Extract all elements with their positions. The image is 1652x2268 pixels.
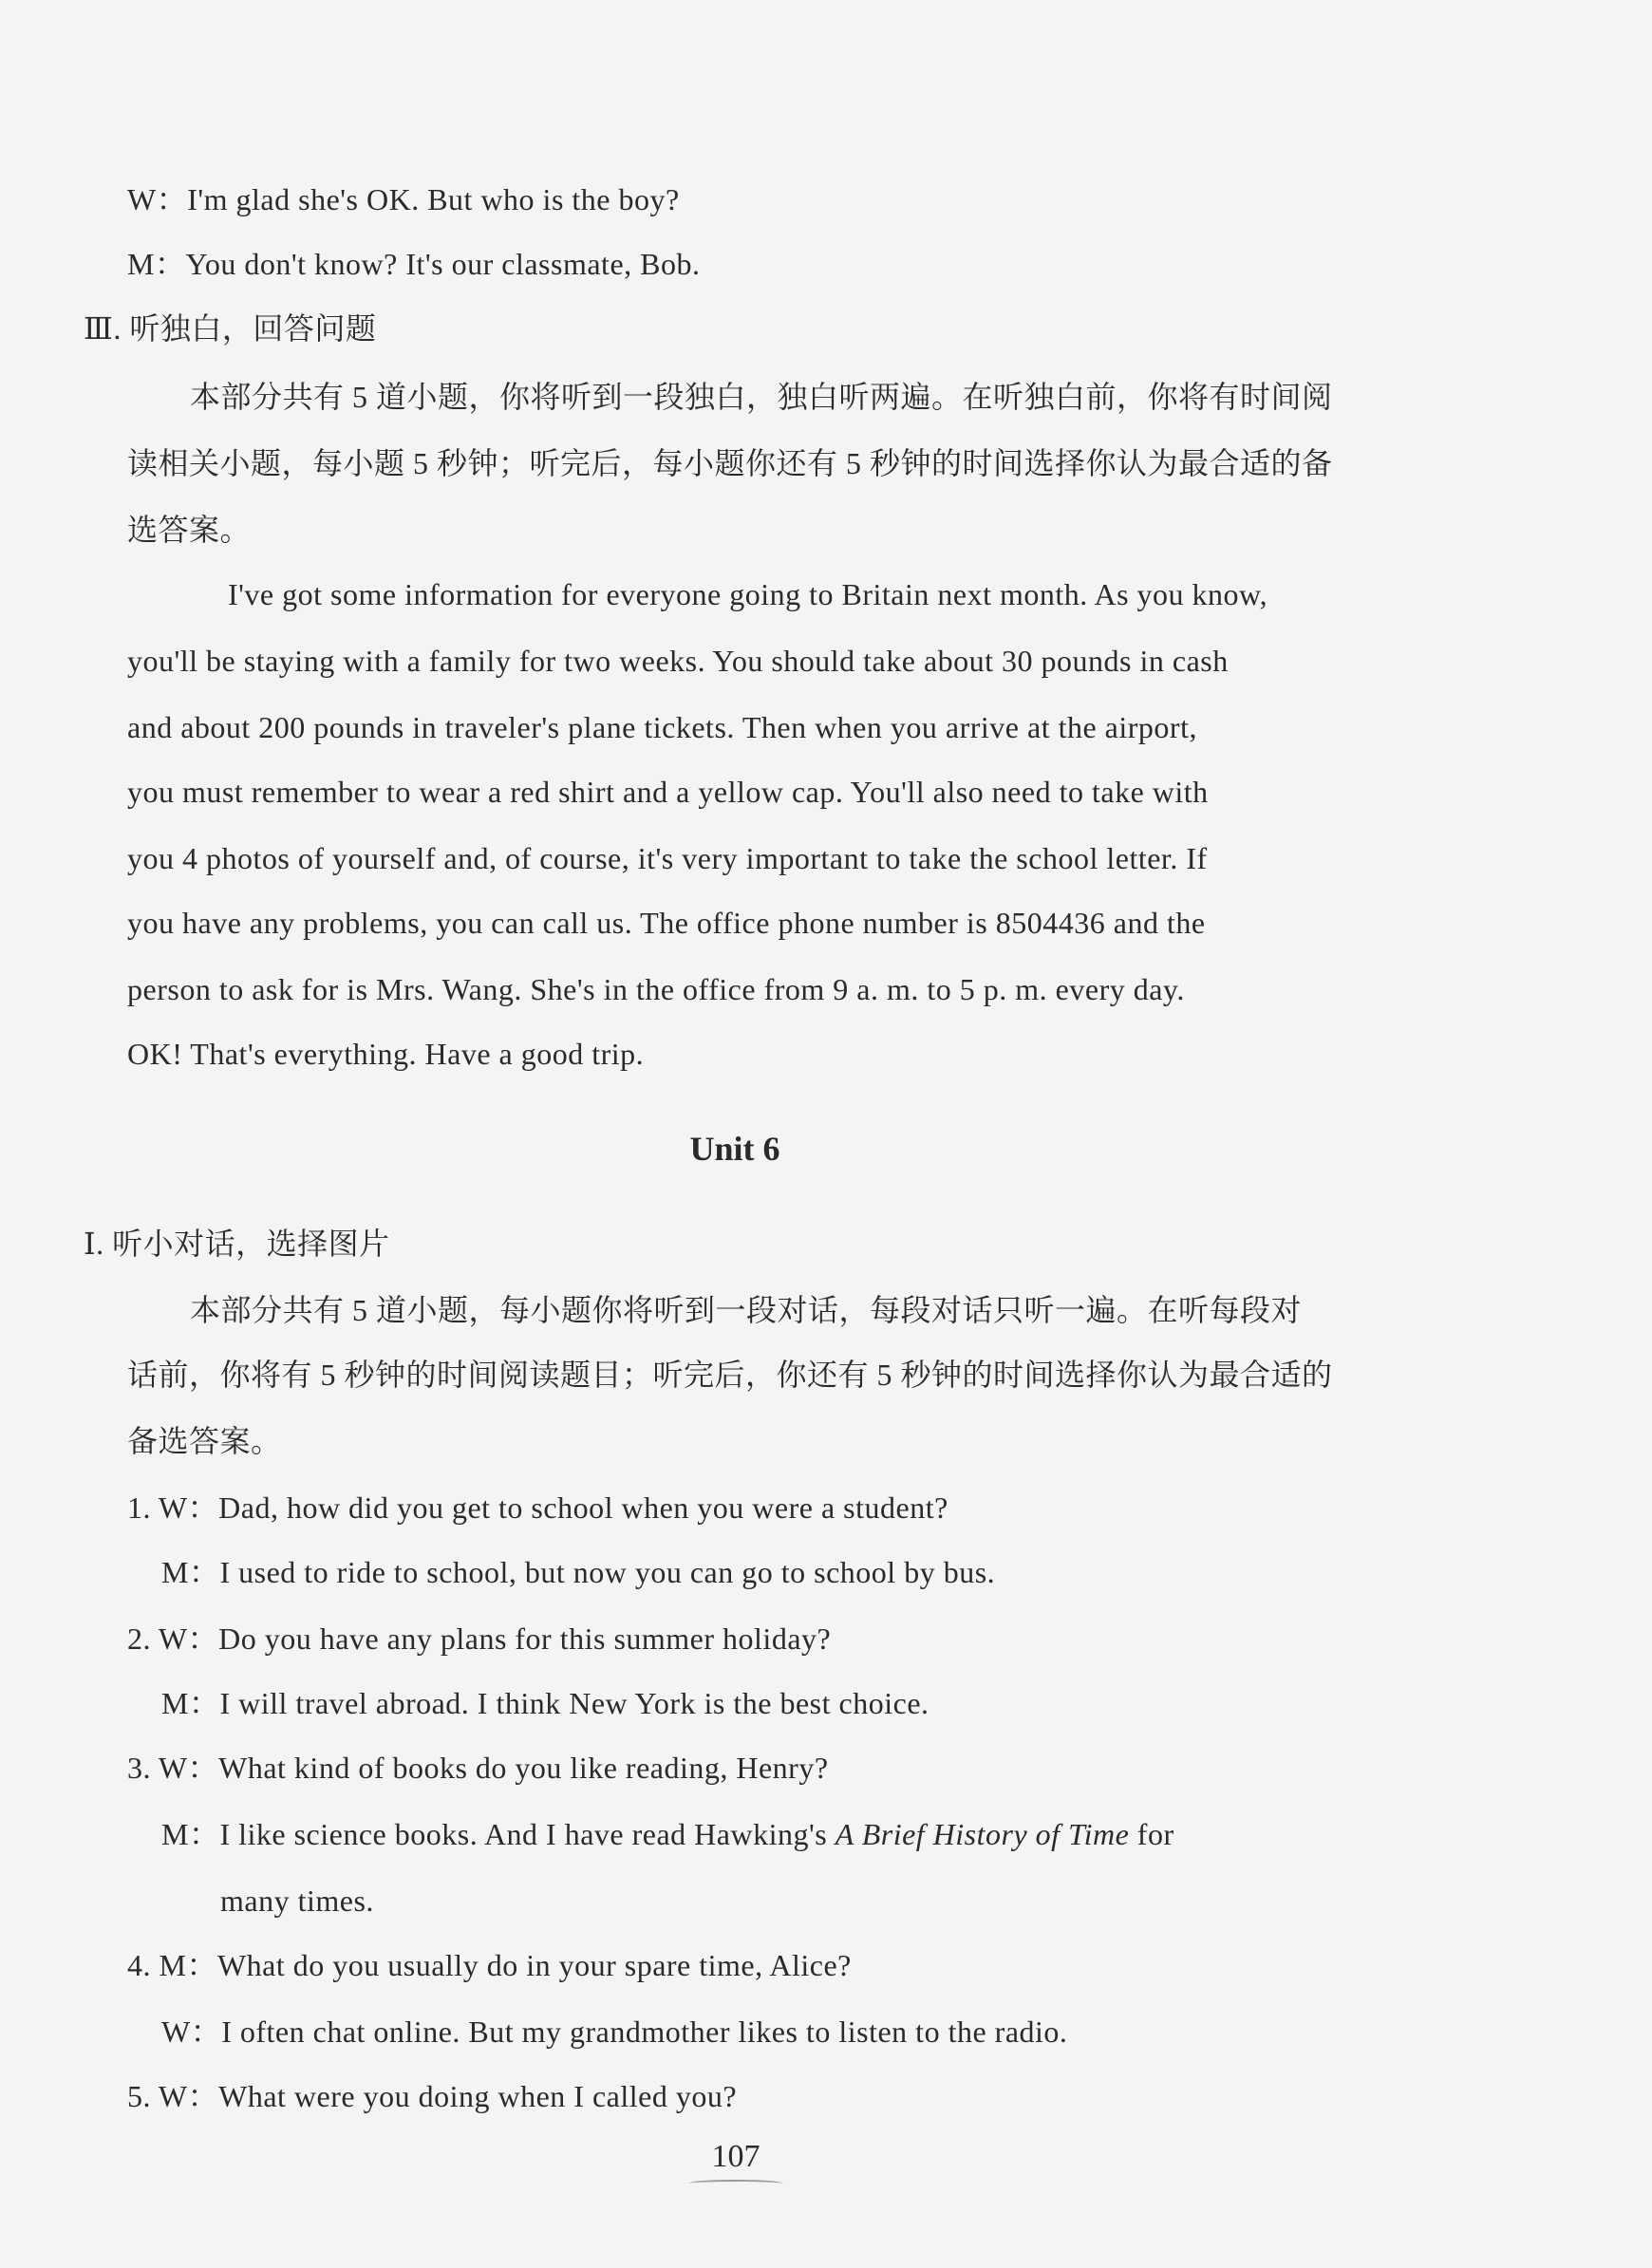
monologue-line: I've got some information for everyone going to Britain next month. As you know, xyxy=(228,577,1268,611)
dialogue-line: W：I'm glad she's OK. But who is the boy? xyxy=(127,182,680,216)
answer-text: for xyxy=(1129,1817,1174,1851)
instruction-line: 读相关小题，每小题 5 秒钟；听完后，每小题你还有 5 秒钟的时间选择你认为最合适的备 xyxy=(127,446,1333,480)
dialogue-line: M：You don't know? It's our classmate, Bob. xyxy=(127,247,701,281)
question-line: 4. M：What do you usually do in your spare time, Alice? xyxy=(127,1948,852,1982)
section-heading: Ⅰ. 听小对话，选择图片 xyxy=(84,1227,390,1261)
page-number: 107 xyxy=(711,2139,760,2174)
monologue-line: you'll be staying with a family for two weeks. You should take about 30 pounds in cash xyxy=(127,644,1229,678)
monologue-line: you must remember to wear a red shirt and a yellow cap. You'll also need to take with xyxy=(127,775,1209,809)
monologue-line: and about 200 pounds in traveler's plane tickets. Then when you arrive at the airport, xyxy=(127,710,1197,744)
instruction-line: 本部分共有 5 道小题，每小题你将听到一段对话，每段对话只听一遍。在听每段对 xyxy=(190,1293,1303,1327)
question-line: 5. W：What were you doing when I called you? xyxy=(127,2079,738,2113)
instruction-line: 选答案。 xyxy=(127,513,252,547)
instruction-line: 话前，你将有 5 秒钟的时间阅读题目；听完后，你还有 5 秒钟的时间选择你认为最合适的 xyxy=(127,1358,1333,1392)
answer-text: M：I like science books. And I have read Hawking's xyxy=(161,1817,835,1851)
page-number-ornament xyxy=(688,2180,783,2187)
monologue-line: OK! That's everything. Have a good trip. xyxy=(127,1037,645,1071)
monologue-line: you 4 photos of yourself and, of course, it's very important to take the school letter. If xyxy=(127,841,1208,875)
question-line: 1. W：Dad, how did you get to school when you were a student? xyxy=(127,1490,948,1525)
answer-line xyxy=(161,1815,1174,1853)
instruction-line: 备选答案。 xyxy=(127,1424,282,1458)
answer-line: M：I will travel abroad. I think New York is the best choice. xyxy=(161,1686,929,1720)
section-heading: Ⅲ. 听独白，回答问题 xyxy=(84,311,377,346)
answer-line: M：I used to ride to school, but now you can go to school by bus. xyxy=(161,1555,996,1589)
answer-line: W：I often chat online. But my grandmother likes to listen to the radio. xyxy=(161,2015,1068,2049)
monologue-line: person to ask for is Mrs. Wang. She's in the office from 9 a. m. to 5 p. m. every day. xyxy=(127,972,1185,1006)
question-line: 2. W：Do you have any plans for this summer holiday? xyxy=(127,1621,832,1656)
monologue-line: you have any problems, you can call us. The office phone number is 8504436 and the xyxy=(127,906,1206,940)
book-title: A Brief History of Time xyxy=(835,1817,1130,1851)
unit-title: Unit 6 xyxy=(689,1130,780,1168)
question-line: 3. W：What kind of books do you like reading, Henry? xyxy=(127,1751,829,1785)
answer-continuation: many times. xyxy=(220,1884,374,1918)
instruction-line: 本部分共有 5 道小题，你将听到一段独白，独白听两遍。在听独白前，你将有时间阅 xyxy=(190,380,1333,414)
